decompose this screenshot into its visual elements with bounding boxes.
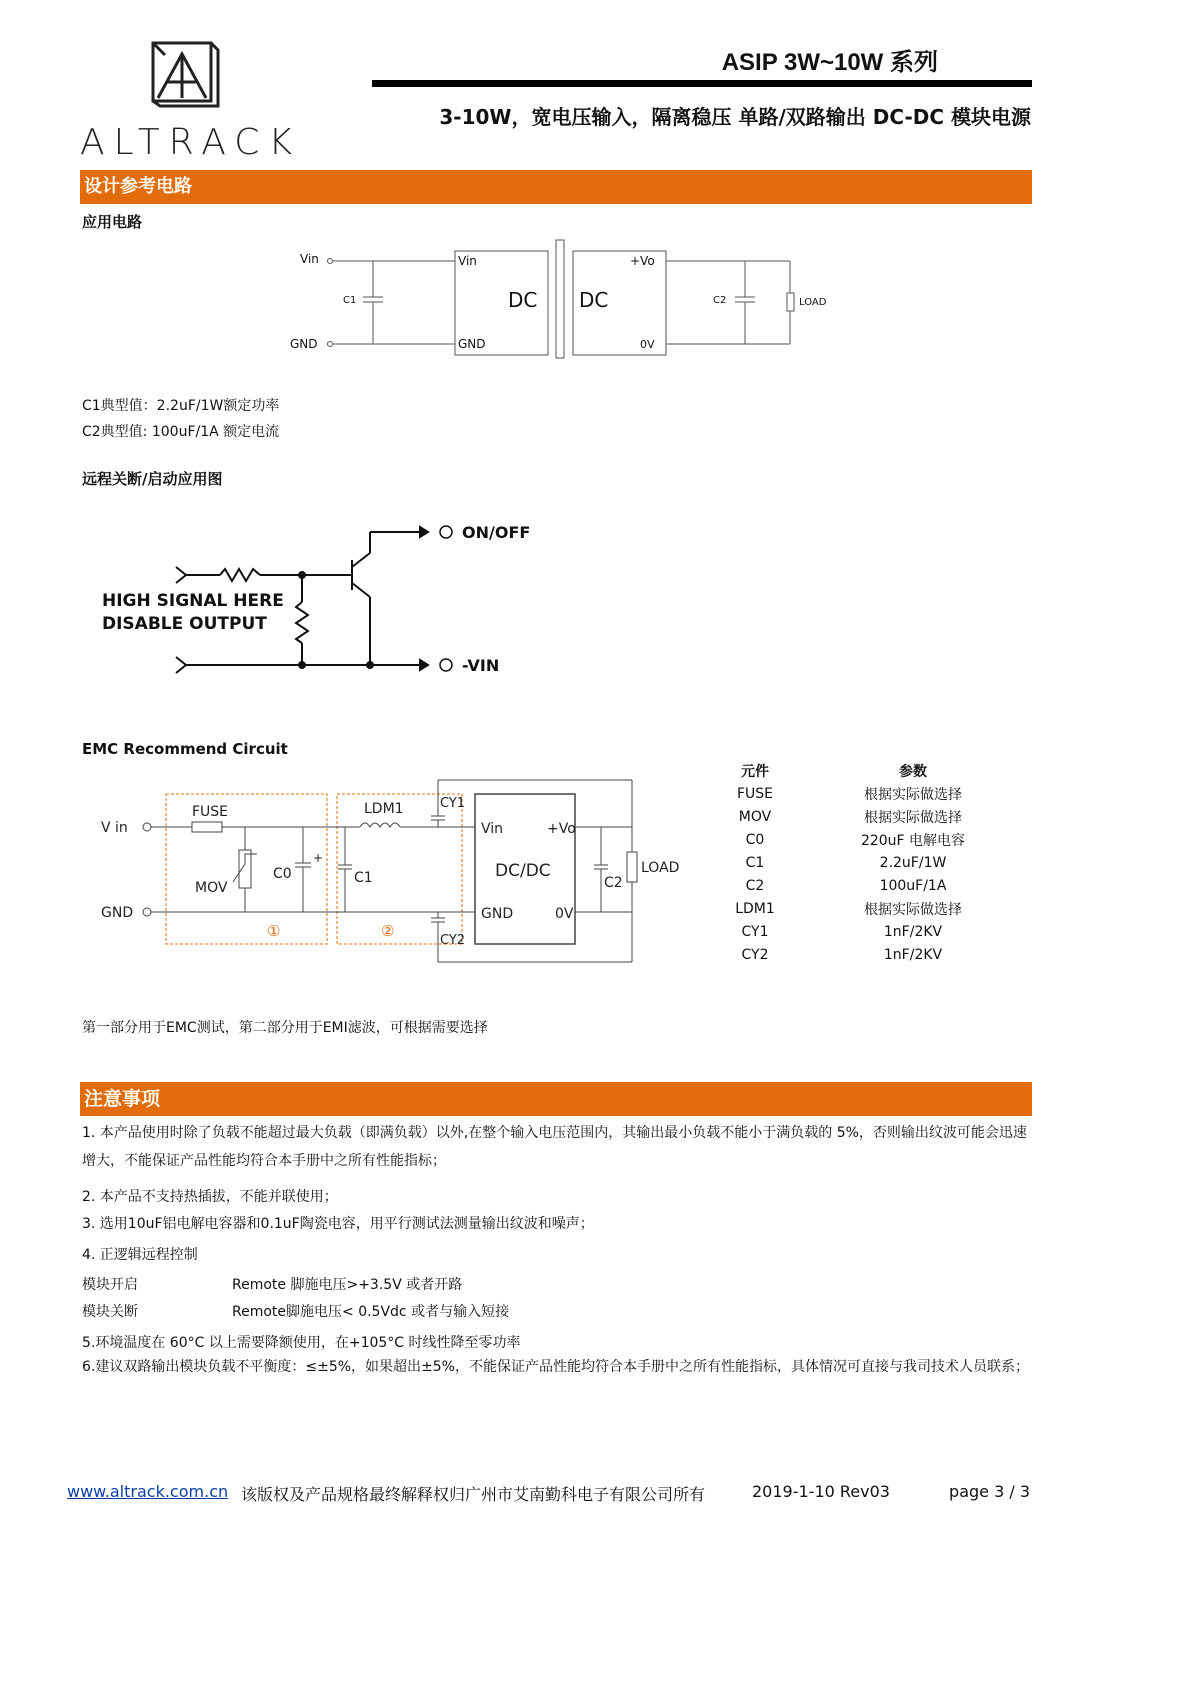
note-item-4: 4. 正逻辑远程控制: [82, 1247, 198, 1263]
emc-pin-0v: 0V: [555, 906, 574, 922]
emc-c0-polarity: +: [313, 851, 324, 865]
table-row: [695, 920, 1011, 943]
table-header-row: [695, 759, 1011, 782]
remote-control-heading: 远程关断/启动应用图: [82, 470, 223, 488]
note-item-1: 1. 本产品使用时除了负载不能超过最大负载（即满负载）以外,在整个输入电压范围内，其输出最小负载不能小于满负载的 5%，否则输出纹波可能会迅速增大，不能保证产品性能均符合本手册中之所有性能指标；: [82, 1125, 1027, 1169]
table-cell-parameter: 1nF/2KV: [883, 923, 943, 940]
altrack-logo-mark: [148, 38, 222, 110]
emc-pin-gnd: GND: [481, 906, 514, 922]
note-item-3: 3. 选用10uF铝电解电容器和0.1uF陶瓷电容，用平行测试法测量输出纹波和噪声；: [82, 1216, 594, 1232]
c1-vin-label: Vin: [300, 252, 319, 266]
remote-on-label: 模块开启: [82, 1277, 138, 1293]
signal-label-line2: DISABLE OUTPUT: [102, 614, 267, 634]
table-cell-component: CY1: [741, 923, 769, 940]
table-cell-parameter: 2.2uF/1W: [879, 854, 947, 871]
signal-label-line1: HIGH SIGNAL HERE: [102, 591, 284, 611]
c1-load-label: LOAD: [799, 297, 827, 308]
table-cell-parameter: 根据实际做选择: [864, 786, 962, 803]
c1-gnd-label: GND: [290, 337, 318, 351]
table-header-component: 元件: [741, 763, 769, 780]
neg-vin-label: -VIN: [462, 656, 500, 675]
emc-note: 第一部分用于EMC测试，第二部分用于EMI滤波，可根据需要选择: [82, 1020, 488, 1036]
section-bar-design: 设计参考电路: [80, 170, 1032, 204]
table-cell-component: C1: [745, 854, 765, 871]
page-subtitle: 3-10W，宽电压输入，隔离稳压 单路/双路输出 DC-DC 模块电源: [439, 105, 1031, 129]
c1-dc-right: DC: [579, 288, 609, 312]
c1-typical-note: C1典型值：2.2uF/1W额定功率: [82, 398, 280, 414]
footer-page-number: page 3 / 3: [949, 1482, 1030, 1501]
table-row: [695, 851, 1011, 874]
c1-pin-vo: +Vo: [630, 254, 655, 268]
c1-pin-0v: 0V: [640, 338, 655, 351]
table-cell-component: LDM1: [735, 900, 775, 917]
emc-cy1-label: CY1: [440, 796, 466, 811]
emc-pin-vo: +Vo: [547, 821, 576, 837]
emc-dcdc-label: DC/DC: [495, 861, 551, 881]
table-row: [695, 897, 1011, 920]
table-cell-parameter: 220uF 电解电容: [860, 832, 966, 849]
table-cell-component: C2: [745, 877, 765, 894]
emc-heading: EMC Recommend Circuit: [82, 740, 288, 758]
emc-parameter-table: [695, 759, 1011, 966]
c1-pin-gnd: GND: [458, 337, 486, 351]
remote-off-value: Remote脚施电压< 0.5Vdc 或者与输入短接: [232, 1304, 510, 1320]
table-cell-component: FUSE: [736, 785, 774, 802]
table-cell-component: CY2: [741, 946, 769, 963]
emc-recommend-circuit-diagram: [95, 770, 695, 970]
table-row: [695, 805, 1011, 828]
remote-off-label: 模块关断: [82, 1304, 138, 1320]
table-row: [695, 782, 1011, 805]
table-cell-parameter: 根据实际做选择: [864, 809, 962, 826]
note-item-6: 6.建议双路输出模块负载不平衡度：≤±5%，如果超出±5%，不能保证产品性能均符合本手册中之所有性能指标，具体情况可直接与我司技术人员联系；: [82, 1359, 1029, 1375]
header-rule: [372, 80, 1032, 87]
application-circuit-diagram: [280, 236, 840, 361]
emc-part1-marker: ①: [267, 922, 281, 940]
emc-gnd-label: GND: [101, 905, 134, 921]
table-cell-parameter: 根据实际做选择: [864, 901, 962, 918]
c1-pin-vin: Vin: [458, 254, 477, 268]
table-cell-component: C0: [745, 831, 765, 848]
note-item-2: 2. 本产品不支持热插拔，不能并联使用；: [82, 1189, 338, 1205]
on-off-label: ON/OFF: [462, 523, 531, 542]
footer-date-revision: 2019-1-10 Rev03: [752, 1482, 890, 1501]
c1-dc-left: DC: [508, 288, 538, 312]
c1-cap-label: C1: [343, 295, 357, 306]
table-row: [695, 874, 1011, 897]
remote-on-off-diagram: [90, 505, 550, 695]
emc-vin-label: V in: [101, 820, 128, 836]
table-cell-parameter: 100uF/1A: [879, 877, 947, 894]
c1-c2-label: C2: [713, 295, 727, 306]
c2-typical-note: C2典型值: 100uF/1A 额定电流: [82, 424, 280, 440]
logo-text: ALTRACK: [80, 122, 302, 163]
emc-c1-label: C1: [354, 870, 373, 886]
emc-cy2-label: CY2: [440, 933, 466, 948]
note-item-5: 5.环境温度在 60°C 以上需要降额使用，在+105°C 时线性降至零功率: [82, 1335, 521, 1351]
table-cell-parameter: 1nF/2KV: [883, 946, 943, 963]
section-bar-notes: 注意事项: [80, 1082, 1032, 1116]
table-cell-component: MOV: [738, 808, 772, 825]
emc-c2-label: C2: [604, 875, 623, 891]
footer-website-link[interactable]: www.altrack.com.cn: [67, 1482, 229, 1501]
emc-mov-label: MOV: [195, 880, 228, 896]
app-circuit-heading: 应用电路: [82, 213, 143, 231]
table-header-parameter: 参数: [899, 763, 927, 780]
emc-pin-vin: Vin: [481, 821, 504, 837]
emc-c0-label: C0: [273, 866, 292, 882]
emc-fuse-label: FUSE: [192, 804, 229, 820]
emc-ldm1-label: LDM1: [364, 801, 404, 817]
table-row: [695, 943, 1011, 966]
remote-on-value: Remote 脚施电压>+3.5V 或者开路: [232, 1277, 463, 1293]
footer-copyright: 该版权及产品规格最终解释权归广州市艾南勤科电子有限公司所有: [241, 1485, 706, 1504]
emc-load-label: LOAD: [641, 860, 680, 876]
series-title: ASIP 3W~10W 系列: [721, 49, 938, 76]
emc-part2-marker: ②: [381, 922, 395, 940]
table-row: [695, 828, 1011, 851]
